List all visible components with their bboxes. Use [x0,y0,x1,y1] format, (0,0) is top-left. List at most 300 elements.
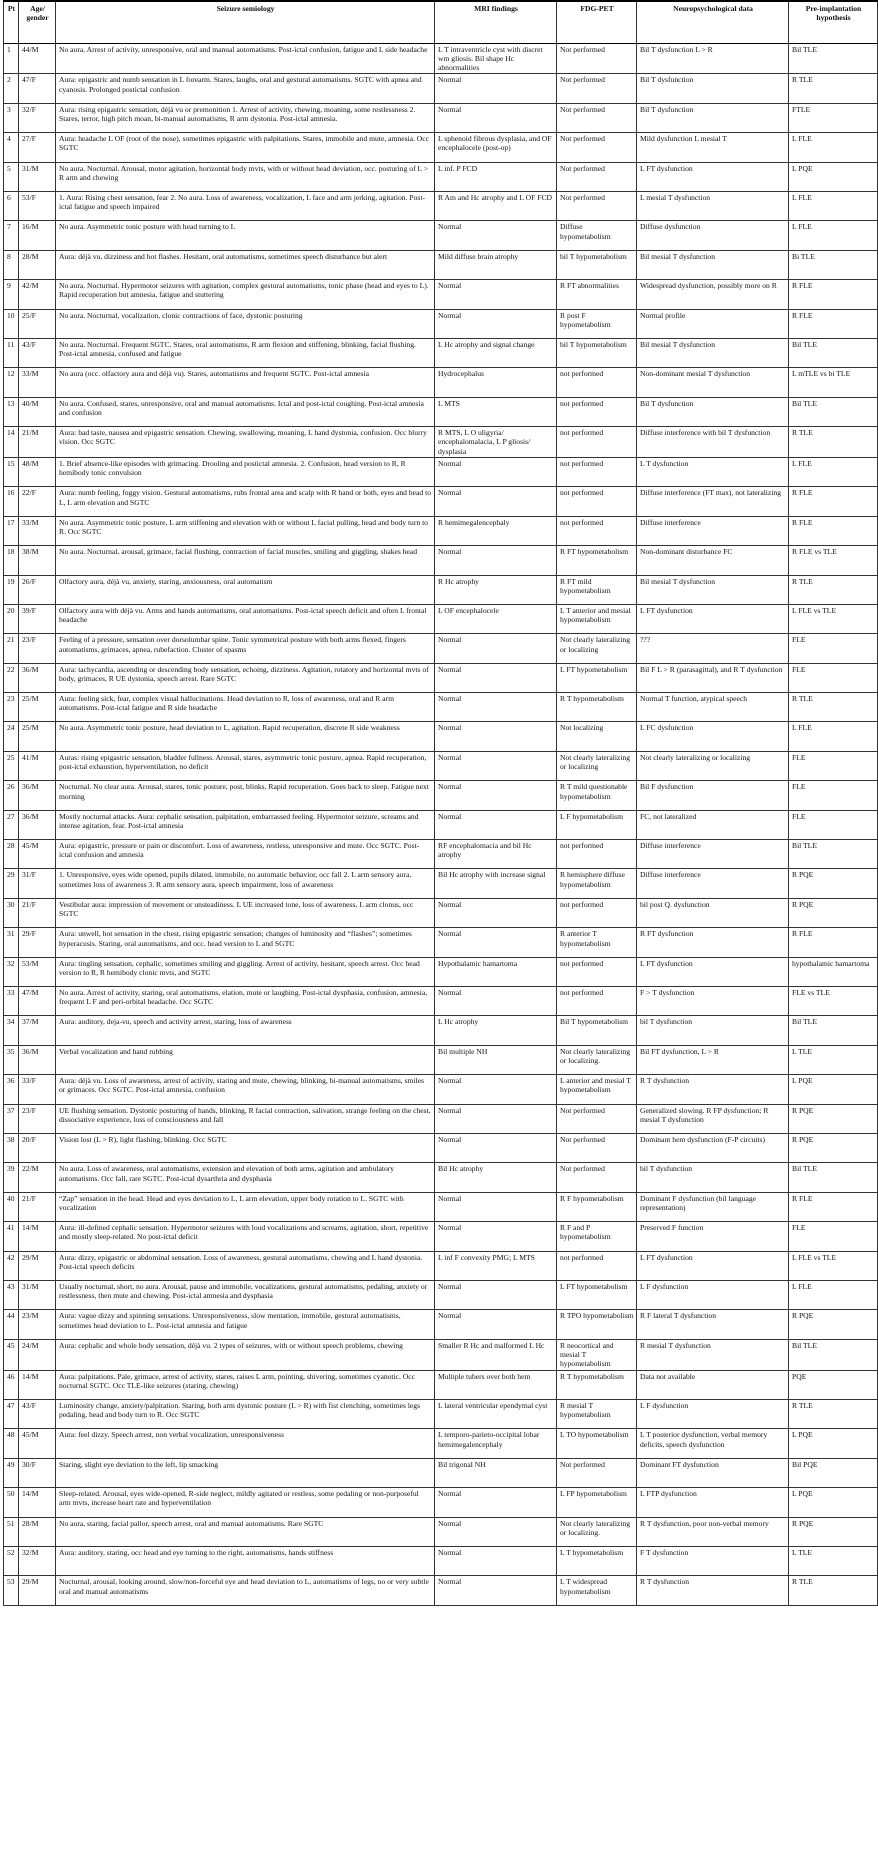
cell-age-gender: 23/F [19,634,56,663]
cell-seizure-semiology: No aura. Asymmetric tonic posture with head turning to L [56,221,435,250]
cell-neuropsychological-data: L FT dysfunction [637,957,789,986]
table-row [4,280,878,309]
table-row [4,751,878,780]
cell-pre-implantation-hypothesis: R TLE [789,575,878,604]
cell-age-gender: 24/M [19,1339,56,1370]
cell-neuropsychological-data: Generalized slowing. R FP dysfunction; R mesial T dysfunction [637,1104,789,1133]
table-row [4,1576,878,1605]
table-row [4,1045,878,1074]
cell-seizure-semiology: 1. Brief absence-like episodes with grimacing. Drooling and postictal amnesia. 2. Confusion, head version to R, R hemibody tonic convulsion [56,457,435,486]
cell-neuropsychological-data: Bil T dysfunction [637,74,789,103]
cell-pre-implantation-hypothesis: L PQE [789,162,878,191]
cell-age-gender: 36/M [19,1045,56,1074]
cell-pre-implantation-hypothesis: FLE [789,781,878,810]
cell-seizure-semiology: Aura: déjà vu. Loss of awareness, arrest of activity, staring and mute, chewing, blinking, bi-manual automatisms, smiles or grimaces. Occ SGTC. Post-ictal amnesia, confusion [56,1075,435,1104]
cell-age-gender: 44/M [19,43,56,74]
cell-neuropsychological-data: bil T dysfunction [637,1016,789,1045]
cell-seizure-semiology: Aura: cephalic and whole body sensation, déjà vu. 2 types of seizures, with or without speech problems, chewing [56,1339,435,1370]
cell-age-gender: 36/M [19,810,56,839]
cell-neuropsychological-data: Bil T dysfunction [637,397,789,426]
cell-pt: 7 [4,221,19,250]
cell-pt: 9 [4,280,19,309]
cell-neuropsychological-data: bil post Q. dysfunction [637,898,789,927]
cell-fdg-pet: Bil T hypometabolism [557,1016,637,1045]
cell-seizure-semiology: Olfactory aura, déjà vu, anxiety, staring, anxiousness, oral automatism [56,575,435,604]
cell-age-gender: 53/M [19,957,56,986]
cell-pre-implantation-hypothesis: L PQE [789,1429,878,1458]
table-row [4,1251,878,1280]
cell-mri-findings: L inf F convexity PMG; L MTS [435,1251,557,1280]
cell-fdg-pet: Not performed [557,1104,637,1133]
cell-neuropsychological-data: bil T dysfunction [637,1163,789,1192]
cell-pt: 1 [4,43,19,74]
cell-fdg-pet: L T anterior and mesial hypometabolism [557,604,637,633]
cell-pt: 43 [4,1280,19,1309]
cell-mri-findings: L MTS [435,397,557,426]
cell-mri-findings: Normal [435,487,557,516]
cell-neuropsychological-data: Not clearly lateralizing or localizing [637,751,789,780]
cell-age-gender: 23/M [19,1310,56,1339]
cell-mri-findings: Normal [435,722,557,751]
cell-age-gender: 22/F [19,487,56,516]
cell-pre-implantation-hypothesis: R FLE [789,280,878,309]
table-row [4,103,878,132]
cell-age-gender: 31/F [19,869,56,898]
cell-pre-implantation-hypothesis: L FLE [789,457,878,486]
cell-neuropsychological-data: FC, not lateralized [637,810,789,839]
cell-pt: 48 [4,1429,19,1458]
cell-age-gender: 36/M [19,781,56,810]
table-row [4,487,878,516]
cell-fdg-pet: R FT abnormalities [557,280,637,309]
cell-mri-findings: Normal [435,1576,557,1605]
table-row [4,1429,878,1458]
cell-seizure-semiology: Aura: ill-defined cephalic sensation. Hypermotor seizures with loud vocalizations and screams, agitation, short, repetitive and mostly sleep-related. No post-ictal deficit [56,1222,435,1251]
cell-fdg-pet: Not performed [557,1133,637,1162]
cell-pt: 26 [4,781,19,810]
cell-pt: 28 [4,840,19,869]
cell-pt: 11 [4,338,19,367]
cell-pre-implantation-hypothesis: Bil TLE [789,43,878,74]
cell-age-gender: 14/M [19,1370,56,1399]
cell-age-gender: 20/F [19,1133,56,1162]
cell-age-gender: 32/M [19,1546,56,1575]
cell-fdg-pet: R hemisphere diffuse hypometabolism [557,869,637,898]
cell-pre-implantation-hypothesis: R FLE [789,309,878,338]
cell-age-gender: 29/M [19,1576,56,1605]
cell-age-gender: 45/M [19,1429,56,1458]
table-row [4,1163,878,1192]
cell-seizure-semiology: No aura. Asymmetric tonic posture, L arm stiffening and elevation with or without L facial pulling, head and body turn to R. Occ SGTC [56,516,435,545]
cell-pre-implantation-hypothesis: R PQE [789,869,878,898]
cell-age-gender: 33/M [19,368,56,397]
cell-mri-findings: Normal [435,1222,557,1251]
cell-age-gender: 23/F [19,1104,56,1133]
cell-pt: 40 [4,1192,19,1221]
cell-pre-implantation-hypothesis: R FLE [789,487,878,516]
cell-fdg-pet: Not performed [557,74,637,103]
cell-mri-findings: Normal [435,663,557,692]
cell-age-gender: 42/M [19,280,56,309]
cell-pre-implantation-hypothesis: R TLE [789,74,878,103]
cell-pt: 8 [4,250,19,279]
cell-neuropsychological-data: Normal T function, atypical speech [637,693,789,722]
cell-pt: 36 [4,1075,19,1104]
table-row [4,840,878,869]
cell-mri-findings: Mild diffuse brain atrophy [435,250,557,279]
cell-fdg-pet: not performed [557,368,637,397]
cell-mri-findings: Normal [435,1280,557,1309]
cell-pt: 18 [4,546,19,575]
cell-mri-findings: L inf. P FCD [435,162,557,191]
cell-pt: 33 [4,987,19,1016]
table-row [4,250,878,279]
cell-fdg-pet: not performed [557,457,637,486]
cell-fdg-pet: bil T hypometabolism [557,250,637,279]
cell-age-gender: 28/M [19,250,56,279]
cell-seizure-semiology: Staring, slight eye deviation to the left, lip smacking [56,1458,435,1487]
cell-pre-implantation-hypothesis: Bil TLE [789,1016,878,1045]
cell-seizure-semiology: Aura: epigastric, pressure or pain or discomfort. Loss of awareness, restless, unresponsive and mute. Occ SGTC. Post-ictal confusion and amnesia [56,840,435,869]
cell-fdg-pet: R neocortical and mesial T hypometabolism [557,1339,637,1370]
table-row [4,133,878,162]
cell-mri-findings: Normal [435,928,557,957]
cell-fdg-pet: R T mild questionable hypometabolism [557,781,637,810]
cell-age-gender: 28/M [19,1517,56,1546]
table-row [4,663,878,692]
cell-seizure-semiology: No aura. Asymmetric tonic posture, head deviation to L, agitation. Rapid recuperation, discrete R side weakness [56,722,435,751]
cell-seizure-semiology: No aura (occ. olfactory aura and déjà vu). Stares, automatisms and frequent SGTC. Post-ictal amnesia [56,368,435,397]
cell-seizure-semiology: Aura: tingling sensation, cephalic, sometimes smiling and giggling. Arrest of activity, hesitant, speech arrest. Occ head version to R, R hemibody clonic mvts, and SGTC [56,957,435,986]
cell-pt: 24 [4,722,19,751]
cell-neuropsychological-data: L FTP dysfunction [637,1488,789,1517]
header-neuropsychological-data: Neuropsychological data [637,1,789,43]
cell-pt: 42 [4,1251,19,1280]
cell-pre-implantation-hypothesis: FLE [789,663,878,692]
cell-pre-implantation-hypothesis: L FLE vs TLE [789,1251,878,1280]
cell-pre-implantation-hypothesis: L PQE [789,1488,878,1517]
cell-mri-findings: Bil Hc atrophy [435,1163,557,1192]
cell-mri-findings: Normal [435,634,557,663]
cell-pt: 49 [4,1458,19,1487]
cell-neuropsychological-data: Dominant hem dysfunction (F-P circuits) [637,1133,789,1162]
cell-seizure-semiology: Aura: tachycardia, ascending or descending body sensation, echoing, dizziness. Agitation, rotatory and horizontal mvts of body, grimaces, R UE dystonia, speech arrest. Rare SGTC [56,663,435,692]
cell-mri-findings: Normal [435,546,557,575]
cell-mri-findings: Normal [435,1310,557,1339]
cell-mri-findings: Normal [435,1192,557,1221]
table-row [4,1075,878,1104]
cell-age-gender: 29/F [19,928,56,957]
cell-neuropsychological-data: Diffuse interference with bil T dysfunction [637,427,789,458]
table-row [4,987,878,1016]
cell-fdg-pet: L TO hypometabolism [557,1429,637,1458]
cell-fdg-pet: Not clearly lateralizing or localizing [557,751,637,780]
cell-seizure-semiology: Aura: auditory, staring, occ head and eye turning to the right, automatisms, hands stiffness [56,1546,435,1575]
table-row [4,810,878,839]
cell-pt: 39 [4,1163,19,1192]
cell-fdg-pet: not performed [557,957,637,986]
cell-seizure-semiology: Mostly nocturnal attacks. Aura: cephalic sensation, palpitation, embarrassed feeling. Hypermotor seizure, screams and intense agitation, fear. Post-ictal amnesia [56,810,435,839]
cell-age-gender: 37/M [19,1016,56,1045]
cell-pre-implantation-hypothesis: R FLE [789,1192,878,1221]
cell-pre-implantation-hypothesis: L FLE vs TLE [789,604,878,633]
cell-pre-implantation-hypothesis: Bil TLE [789,840,878,869]
cell-pre-implantation-hypothesis: L FLE [789,1280,878,1309]
header-seizure-semiology: Seizure semiology [56,1,435,43]
cell-fdg-pet: R FT hypometabolism [557,546,637,575]
cell-mri-findings: L Hc atrophy [435,1016,557,1045]
cell-fdg-pet: L FT hypometabolism [557,1280,637,1309]
cell-mri-findings: Normal [435,309,557,338]
cell-pre-implantation-hypothesis: FLE [789,1222,878,1251]
cell-mri-findings: Normal [435,1133,557,1162]
cell-pre-implantation-hypothesis: FLE [789,751,878,780]
cell-pt: 46 [4,1370,19,1399]
cell-neuropsychological-data: Normal profile [637,309,789,338]
cell-neuropsychological-data: L F dysfunction [637,1399,789,1428]
cell-neuropsychological-data: Bil FT dysfunction, L > R [637,1045,789,1074]
cell-mri-findings: Bil trigonal NH [435,1458,557,1487]
table-row [4,221,878,250]
cell-pt: 53 [4,1576,19,1605]
cell-mri-findings: Smaller R Hc and malformed L Hc [435,1339,557,1370]
table-row [4,1370,878,1399]
cell-pt: 32 [4,957,19,986]
cell-pt: 41 [4,1222,19,1251]
cell-pre-implantation-hypothesis: R PQE [789,1517,878,1546]
cell-neuropsychological-data: Dominant FT dysfunction [637,1458,789,1487]
header-pt: Pt [4,1,19,43]
table-row [4,1016,878,1045]
table-body [4,43,878,1605]
cell-neuropsychological-data: Dominant F dysfunction (bil language representation) [637,1192,789,1221]
cell-pre-implantation-hypothesis: L mTLE vs bi TLE [789,368,878,397]
cell-mri-findings: Normal [435,1075,557,1104]
cell-neuropsychological-data: R T dysfunction [637,1576,789,1605]
cell-pt: 25 [4,751,19,780]
cell-age-gender: 33/F [19,1075,56,1104]
cell-neuropsychological-data: Bil mesial T dysfunction [637,250,789,279]
cell-pt: 19 [4,575,19,604]
cell-mri-findings: Normal [435,1546,557,1575]
cell-neuropsychological-data: Preserved F function [637,1222,789,1251]
table-row [4,1280,878,1309]
cell-neuropsychological-data: L FC dysfunction [637,722,789,751]
cell-pt: 34 [4,1016,19,1045]
cell-neuropsychological-data: L T posterior dysfunction, verbal memory deficits, speech dysfunction [637,1429,789,1458]
cell-fdg-pet: Not performed [557,43,637,74]
cell-seizure-semiology: No aura. Nocturnal. Frequent SGTC. Stares, oral automatisms, R arm flexion and stiffening, blinking, facial flushing. Post-ictal amnesia, confused and fatigue [56,338,435,367]
cell-fdg-pet: L F hypometabolism [557,810,637,839]
cell-age-gender: 21/M [19,427,56,458]
cell-mri-findings: L OF encephalocele [435,604,557,633]
cell-seizure-semiology: Nocturnal, arousal, looking around, slow/non-forceful eye and head deviation to L, automatisms of legs, no or very subtle oral and manual automatisms [56,1576,435,1605]
cell-fdg-pet: bil T hypometabolism [557,338,637,367]
cell-pre-implantation-hypothesis: PQE [789,1370,878,1399]
cell-fdg-pet: Not performed [557,1458,637,1487]
cell-age-gender: 45/M [19,840,56,869]
cell-seizure-semiology: Aura: feeling sick, fear, complex visual hallucinations. Head deviation to R, loss of awareness, oral and R arm automatisms. Post-ictal fatigue and R side headache [56,693,435,722]
cell-neuropsychological-data: L F dysfunction [637,1280,789,1309]
cell-neuropsychological-data: Widespread dysfunction, possibly more on R [637,280,789,309]
cell-pt: 47 [4,1399,19,1428]
table-row [4,546,878,575]
cell-age-gender: 16/M [19,221,56,250]
cell-fdg-pet: not performed [557,1251,637,1280]
cell-neuropsychological-data: Bil T dysfunction L > R [637,43,789,74]
cell-fdg-pet: R T hypometabolism [557,693,637,722]
cell-pre-implantation-hypothesis: R PQE [789,1310,878,1339]
cell-pre-implantation-hypothesis: Bil PQE [789,1458,878,1487]
cell-seizure-semiology: Aura: bad taste, nausea and epigastric sensation. Chewing, swallowing, moaning, L hand dystonia, confusion. Occ blurry vision. Occ SGTC [56,427,435,458]
cell-mri-findings: Normal [435,280,557,309]
cell-pt: 31 [4,928,19,957]
header-age-gender: Age/ gender [19,1,56,43]
cell-seizure-semiology: Aura: rising epigastric sensation, déjà vu or premonition 1. Arrest of activity, chewing, moaning, some restlessness 2. Stares, terror, high pitch moan, bi-manual automatisms, R arm dystonia. Post-ictal amnesia. [56,103,435,132]
cell-fdg-pet: Not localizing [557,722,637,751]
cell-mri-findings: Hydrocephalus [435,368,557,397]
cell-fdg-pet: not performed [557,487,637,516]
cell-seizure-semiology: Aura: feel dizzy. Speech arrest, non verbal vocalization, unresponsiveness [56,1429,435,1458]
cell-neuropsychological-data: Diffuse interference [637,869,789,898]
cell-fdg-pet: not performed [557,516,637,545]
cell-mri-findings: Normal [435,1517,557,1546]
cell-pre-implantation-hypothesis: R FLE vs TLE [789,546,878,575]
cell-seizure-semiology: Aura: auditory, deja-vu, speech and activity arrest, staring, loss of awareness [56,1016,435,1045]
cell-neuropsychological-data: L FT dysfunction [637,604,789,633]
cell-seizure-semiology: “Zap” sensation in the head. Head and eyes deviation to L, L arm elevation, upper body rotation to L. SGTC with vocalization [56,1192,435,1221]
cell-neuropsychological-data: Bil F L > R (parasagittal), and R T dysfunction [637,663,789,692]
cell-seizure-semiology: UE flushing sensation. Dystonic posturing of hands, blinking, R facial contraction, salivation, strange feeling on the chest, dissociative experience, loss of consciousness and fall [56,1104,435,1133]
table-row [4,162,878,191]
cell-mri-findings: L lateral ventricular ependymal cyst [435,1399,557,1428]
cell-age-gender: 53/F [19,191,56,220]
table-row [4,1339,878,1370]
cell-neuropsychological-data: Data not available [637,1370,789,1399]
cell-neuropsychological-data: Diffuse dysfunction [637,221,789,250]
cell-pre-implantation-hypothesis: FTLE [789,103,878,132]
cell-pre-implantation-hypothesis: L TLE [789,1546,878,1575]
cell-mri-findings: Normal [435,1488,557,1517]
table-row [4,1546,878,1575]
cell-pre-implantation-hypothesis: Bil TLE [789,1339,878,1370]
cell-fdg-pet: L T hypometabolism [557,1546,637,1575]
cell-pt: 4 [4,133,19,162]
cell-pre-implantation-hypothesis: L FLE [789,722,878,751]
table-row [4,74,878,103]
cell-seizure-semiology: Sleep-related. Arousal, eyes wide-opened, R-side neglect, mildly agitated or restless, some pedaling or non-purposeful arm mvts, increase heart rate and hyperventilation [56,1488,435,1517]
cell-age-gender: 14/M [19,1488,56,1517]
cell-age-gender: 32/F [19,103,56,132]
cell-fdg-pet: not performed [557,840,637,869]
cell-neuropsychological-data: Bil mesial T dysfunction [637,338,789,367]
cell-pt: 23 [4,693,19,722]
table-row [4,1517,878,1546]
cell-pt: 20 [4,604,19,633]
cell-neuropsychological-data: ??? [637,634,789,663]
cell-pre-implantation-hypothesis: R FLE [789,516,878,545]
cell-pre-implantation-hypothesis: R TLE [789,693,878,722]
cell-age-gender: 22/M [19,1163,56,1192]
cell-pt: 45 [4,1339,19,1370]
cell-age-gender: 33/M [19,516,56,545]
cell-pt: 52 [4,1546,19,1575]
cell-neuropsychological-data: R FT dysfunction [637,928,789,957]
cell-pre-implantation-hypothesis: L FLE [789,191,878,220]
cell-seizure-semiology: Olfactory aura with déjà vu. Arms and hands automatisms, oral automatisms. Post-ictal speech deficit and often L frontal headache [56,604,435,633]
cell-seizure-semiology: Feeling of a pressure, sensation over dorsolumbar spine. Tonic symmetrical posture with both arms flexed, fingers automatisms, grimaces, apnea, rubefaction. Cluster of spasms [56,634,435,663]
cell-fdg-pet: R FT mild hypometabolism [557,575,637,604]
cell-pre-implantation-hypothesis: Bi TLE [789,250,878,279]
table-row [4,604,878,633]
cell-seizure-semiology: 1. Unresponsive, eyes wide opened, pupils dilated, immobile, no automatic behavior, occ fall 2. L arm sensory aura, sometimes loss of awareness 3. R arm sensory aura, speech impairment, loss of awareness [56,869,435,898]
cell-mri-findings: Normal [435,810,557,839]
table-row [4,575,878,604]
table-row [4,427,878,458]
cell-pre-implantation-hypothesis: R PQE [789,1133,878,1162]
table-row [4,43,878,74]
table-row [4,1310,878,1339]
cell-mri-findings: Bil multiple NH [435,1045,557,1074]
cell-mri-findings: Normal [435,898,557,927]
cell-neuropsychological-data: L mesial T dysfunction [637,191,789,220]
cell-pre-implantation-hypothesis: R TLE [789,1399,878,1428]
cell-pt: 51 [4,1517,19,1546]
cell-mri-findings: Normal [435,1104,557,1133]
cell-pt: 37 [4,1104,19,1133]
cell-pre-implantation-hypothesis: R FLE [789,928,878,957]
table-row [4,1458,878,1487]
cell-mri-findings: Normal [435,103,557,132]
cell-age-gender: 26/F [19,575,56,604]
cell-mri-findings: Normal [435,751,557,780]
table-row [4,781,878,810]
cell-seizure-semiology: Aura: epigastric and numb sensation in L forearm. Stares, laughs, oral and gestural automatisms. SGTC with apnea and cyanosis. Prolonged postictal confusion [56,74,435,103]
table-row [4,1222,878,1251]
table-row [4,191,878,220]
cell-fdg-pet: Not performed [557,191,637,220]
cell-seizure-semiology: No aura. Nocturnal, vocalization, clonic contractions of face, dystonic posturing [56,309,435,338]
cell-mri-findings: L temporo-parieto-occipital lobar hemimegalencephaly [435,1429,557,1458]
cell-neuropsychological-data: F T dysfunction [637,1546,789,1575]
cell-pt: 22 [4,663,19,692]
header-pre-implantation-hypothesis: Pre-implantation hypothesis [789,1,878,43]
cell-pt: 10 [4,309,19,338]
table-row [4,957,878,986]
cell-neuropsychological-data: R F lateral T dysfunction [637,1310,789,1339]
header-mri-findings: MRI findings [435,1,557,43]
cell-pre-implantation-hypothesis: Bil TLE [789,338,878,367]
cell-pt: 29 [4,869,19,898]
table-row [4,634,878,663]
cell-age-gender: 25/M [19,722,56,751]
cell-pt: 12 [4,368,19,397]
cell-pre-implantation-hypothesis: FLE [789,810,878,839]
cell-fdg-pet: Not performed [557,103,637,132]
cell-age-gender: 31/M [19,1280,56,1309]
cell-fdg-pet: Not performed [557,162,637,191]
cell-fdg-pet: R T hypometabolism [557,1370,637,1399]
cell-age-gender: 43/F [19,338,56,367]
cell-pt: 27 [4,810,19,839]
cell-mri-findings: Normal [435,781,557,810]
cell-mri-findings: R hemimegalencephaly [435,516,557,545]
table-row [4,309,878,338]
cell-age-gender: 31/M [19,162,56,191]
cell-mri-findings: L T intraventricle cyst with discret wm gliosis. Bil shape Hc abnormalities [435,43,557,74]
cell-fdg-pet: R F hypometabolism [557,1192,637,1221]
cell-seizure-semiology: Aura: dizzy, epigastric or abdominal sensation. Loss of awareness, gestural automatisms, chewing and L hand dystonia. Post-ictal speech deficits [56,1251,435,1280]
